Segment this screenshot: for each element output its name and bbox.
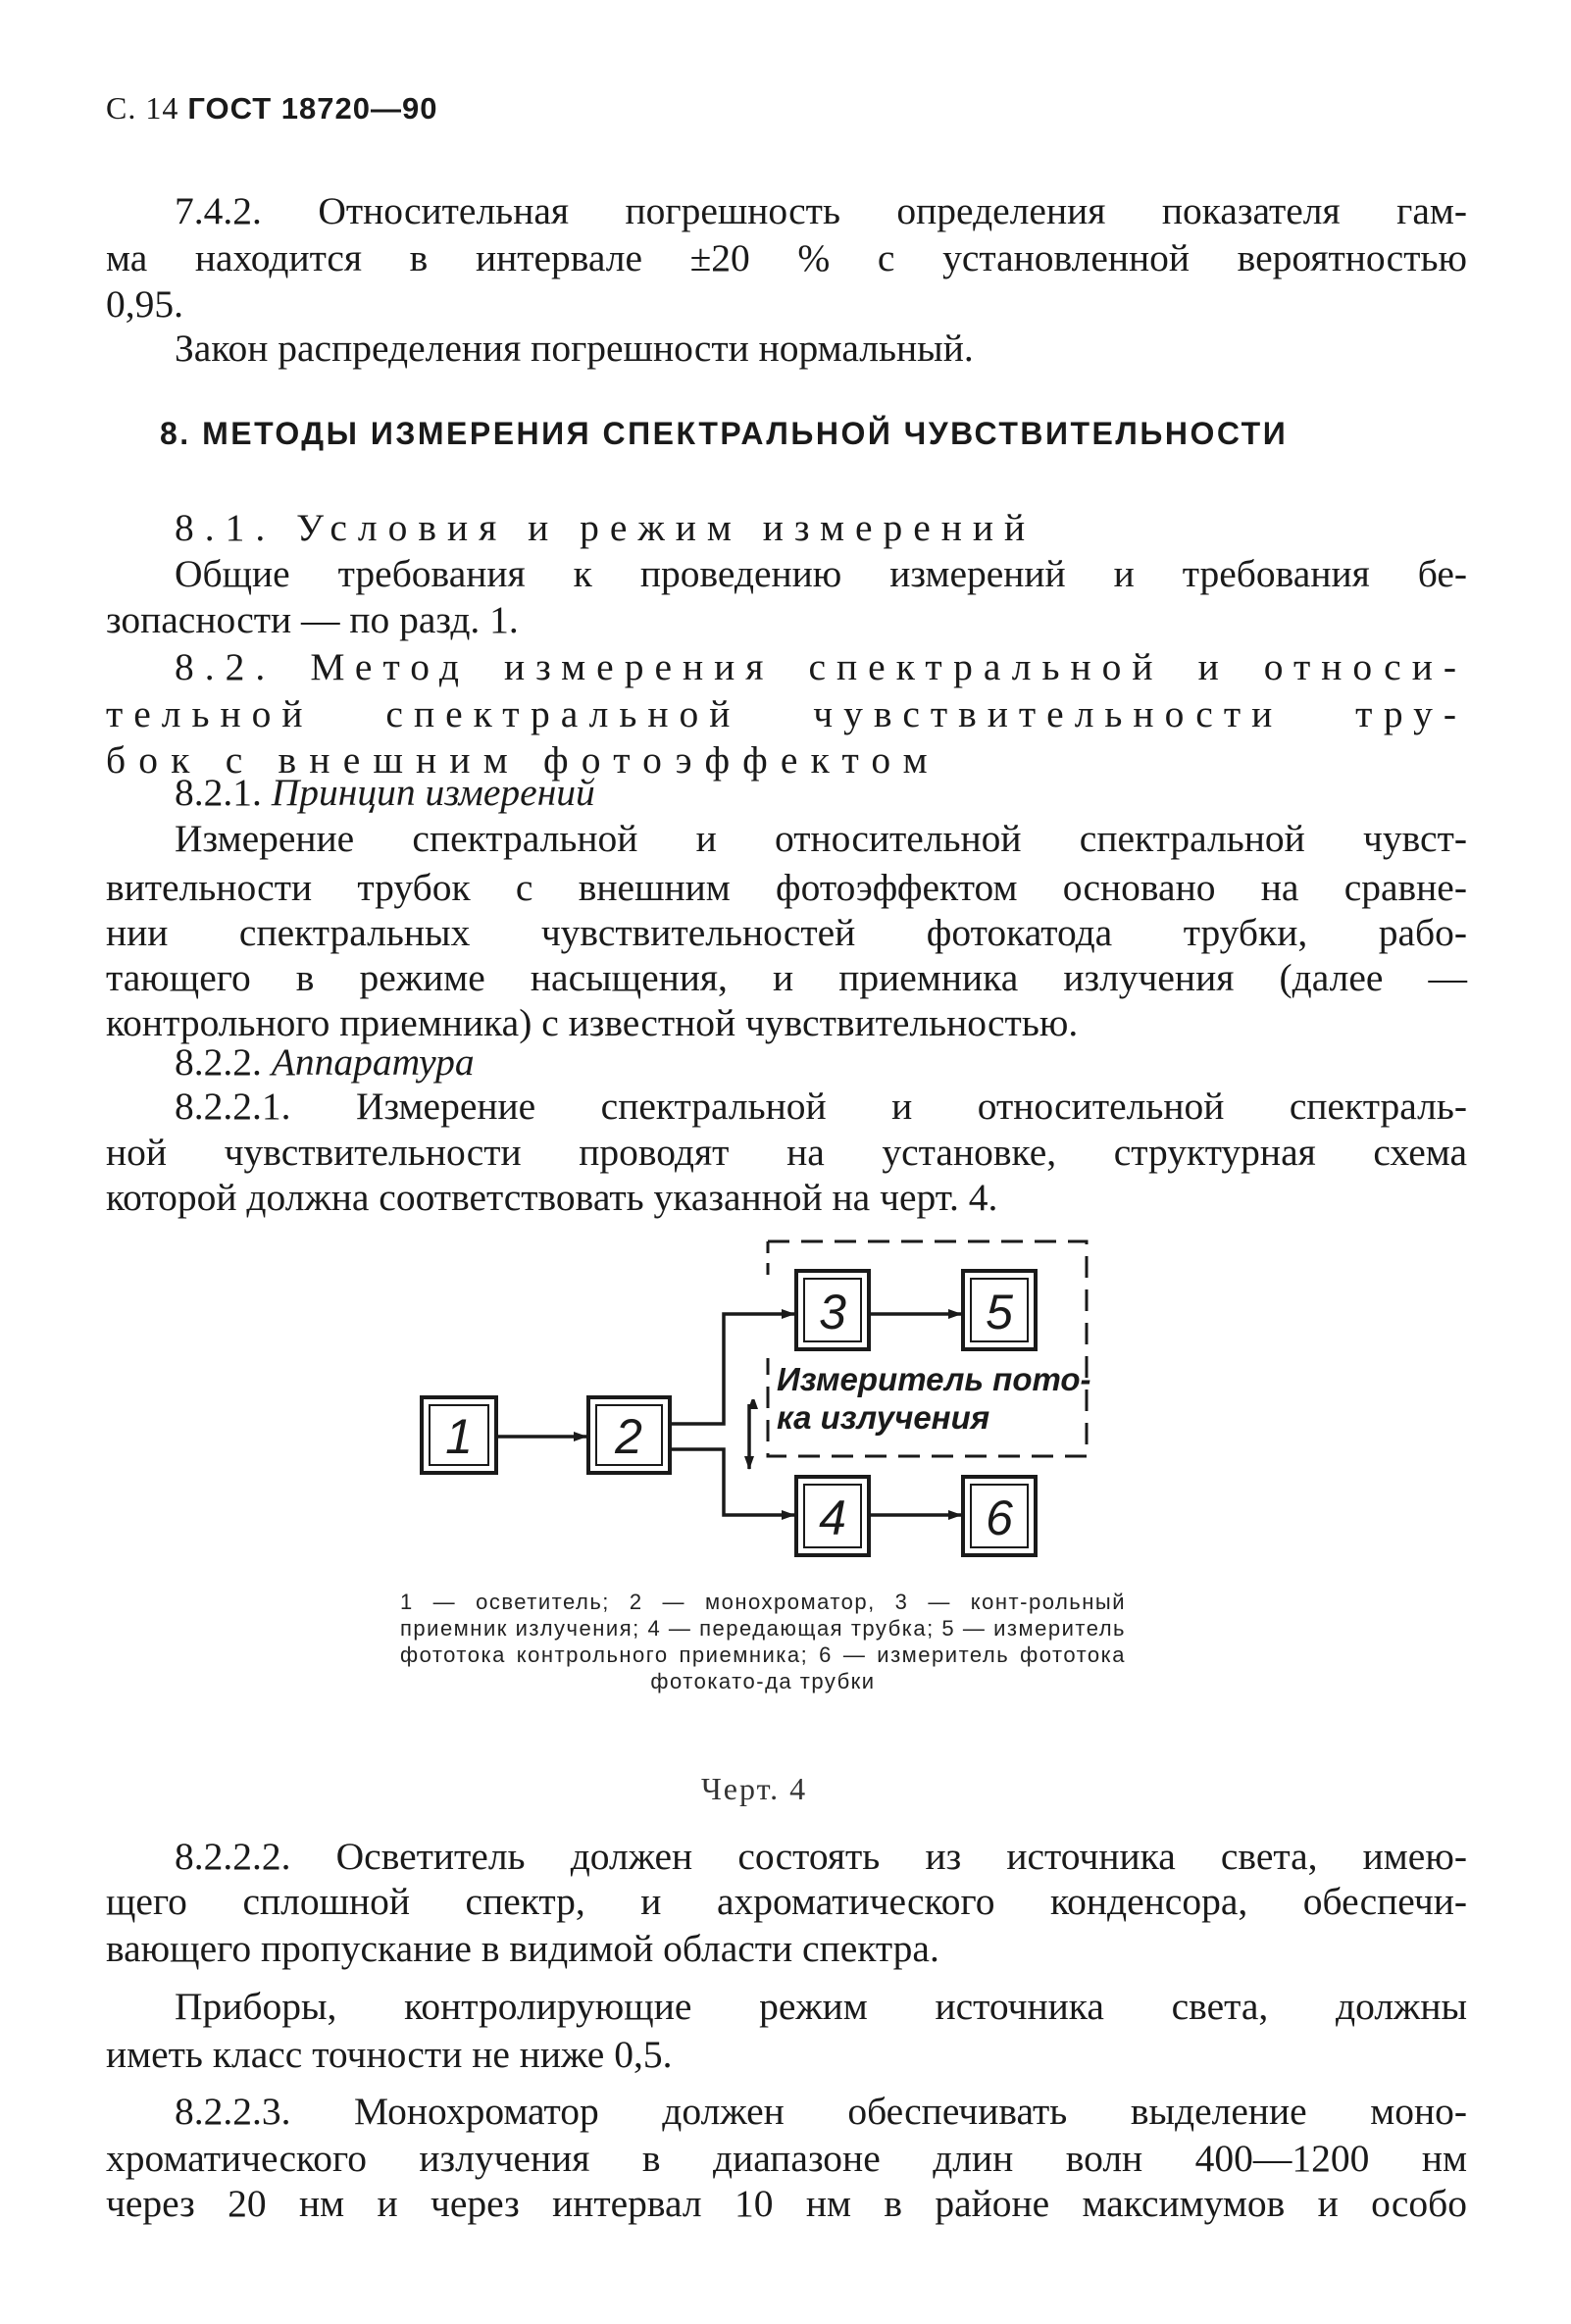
figure-caption: 1 — осветитель; 2 — монохроматор, 3 — конт-рольный приемник излучения; 4 — передающая трубка; 5 — измеритель фототока контрольного приемника; 6 — измеритель фототока фотокато-да трубки xyxy=(400,1590,1126,1693)
law-text: Закон распределения погрешности нормальный. xyxy=(175,327,974,370)
block-5-label: 5 xyxy=(986,1285,1013,1339)
p822-title-number: 8.2.2. xyxy=(175,1040,262,1084)
p8221-line1: 8.2.2.1. Измерение спектральной и относительной спектраль- xyxy=(175,1085,1467,1128)
block-3 xyxy=(796,1271,869,1349)
p742-line1: 7.4.2. Относительная погрешность определения показателя гам- xyxy=(175,189,1467,232)
p81-title: 8.1. Условия и режим измерений xyxy=(175,506,1037,549)
enclosure-label-line1: Измеритель пото- xyxy=(777,1361,1091,1397)
block-6-label: 6 xyxy=(986,1490,1013,1545)
figure-label: Черт. 4 xyxy=(701,1771,808,1806)
block-5 xyxy=(963,1271,1036,1349)
block-4 xyxy=(796,1477,869,1555)
p821-title-number: 8.2.1. xyxy=(175,771,262,814)
p821-line4: тающего в режиме насыщения, и приемника излучения (далее — xyxy=(106,956,1467,999)
p822-title-text: Аппаратура xyxy=(271,1040,475,1084)
p8221-line2: ной чувствительности проводят на установке, структурная схема xyxy=(106,1131,1467,1174)
p8222-line1: 8.2.2.2. Осветитель должен состоять из источника света, имею- xyxy=(175,1835,1467,1878)
p8221-line3: которой должна соответствовать указанной на черт. 4. xyxy=(106,1176,998,1219)
p82-line1: 8.2. Метод измерения спектральной и относи- xyxy=(175,645,1467,688)
block-1 xyxy=(422,1397,496,1473)
p81-line2: зопасности — по разд. 1. xyxy=(106,598,519,641)
p821-line3: нии спектральных чувствительностей фотокатода трубки, рабо- xyxy=(106,911,1467,954)
block-6 xyxy=(963,1477,1036,1555)
section-heading: 8. МЕТОДЫ ИЗМЕРЕНИЯ СПЕКТРАЛЬНОЙ ЧУВСТВИТЕЛЬНОСТИ xyxy=(160,416,1289,451)
standard-number: ГОСТ 18720—90 xyxy=(187,91,438,126)
p821-line5: контрольного приемника) с известной чувствительностью. xyxy=(106,1001,1079,1044)
block-1-label: 1 xyxy=(445,1409,473,1464)
p8223-line2: хроматического излучения в диапазоне длин волн 400—1200 нм xyxy=(106,2137,1467,2180)
enclosure-label-line2: ка излучения xyxy=(777,1399,990,1436)
p821-title-text: Принцип измерений xyxy=(271,771,595,814)
block-4-label: 4 xyxy=(819,1490,846,1545)
p821-line2: вительности трубок с внешним фотоэффектом основано на сравне- xyxy=(106,866,1467,909)
p8222-line3: вающего пропускание в видимой области спектра. xyxy=(106,1927,939,1970)
p742-line3: 0,95. xyxy=(106,282,183,326)
block-2-label: 2 xyxy=(615,1409,642,1464)
block-3-label: 3 xyxy=(819,1285,846,1339)
block-2 xyxy=(588,1397,670,1473)
page-number: С. 14 xyxy=(106,90,179,126)
pribory-line2: иметь класс точности не ниже 0,5. xyxy=(106,2033,673,2076)
p82-line2: тельной спектральной чувствительности тру- xyxy=(106,692,1467,735)
p8223-line3: через 20 нм и через интервал 10 нм в районе максимумов и особо xyxy=(106,2182,1467,2225)
p81-line1: Общие требования к проведению измерений и требования бе- xyxy=(175,552,1467,595)
p82-line3: бок с внешним фотоэффектом xyxy=(106,738,940,782)
p8223-line1: 8.2.2.3. Монохроматор должен обеспечивать выделение моно- xyxy=(175,2090,1467,2133)
p821-line1: Измерение спектральной и относительной спектральной чувст- xyxy=(175,817,1467,860)
p8222-line2: щего сплошной спектр, и ахроматического конденсора, обеспечи- xyxy=(106,1880,1467,1923)
p742-line2: ма находится в интервале ±20 % с установленной вероятностью xyxy=(106,236,1467,279)
pribory-line1: Приборы, контролирующие режим источника света, должны xyxy=(175,1985,1467,2028)
